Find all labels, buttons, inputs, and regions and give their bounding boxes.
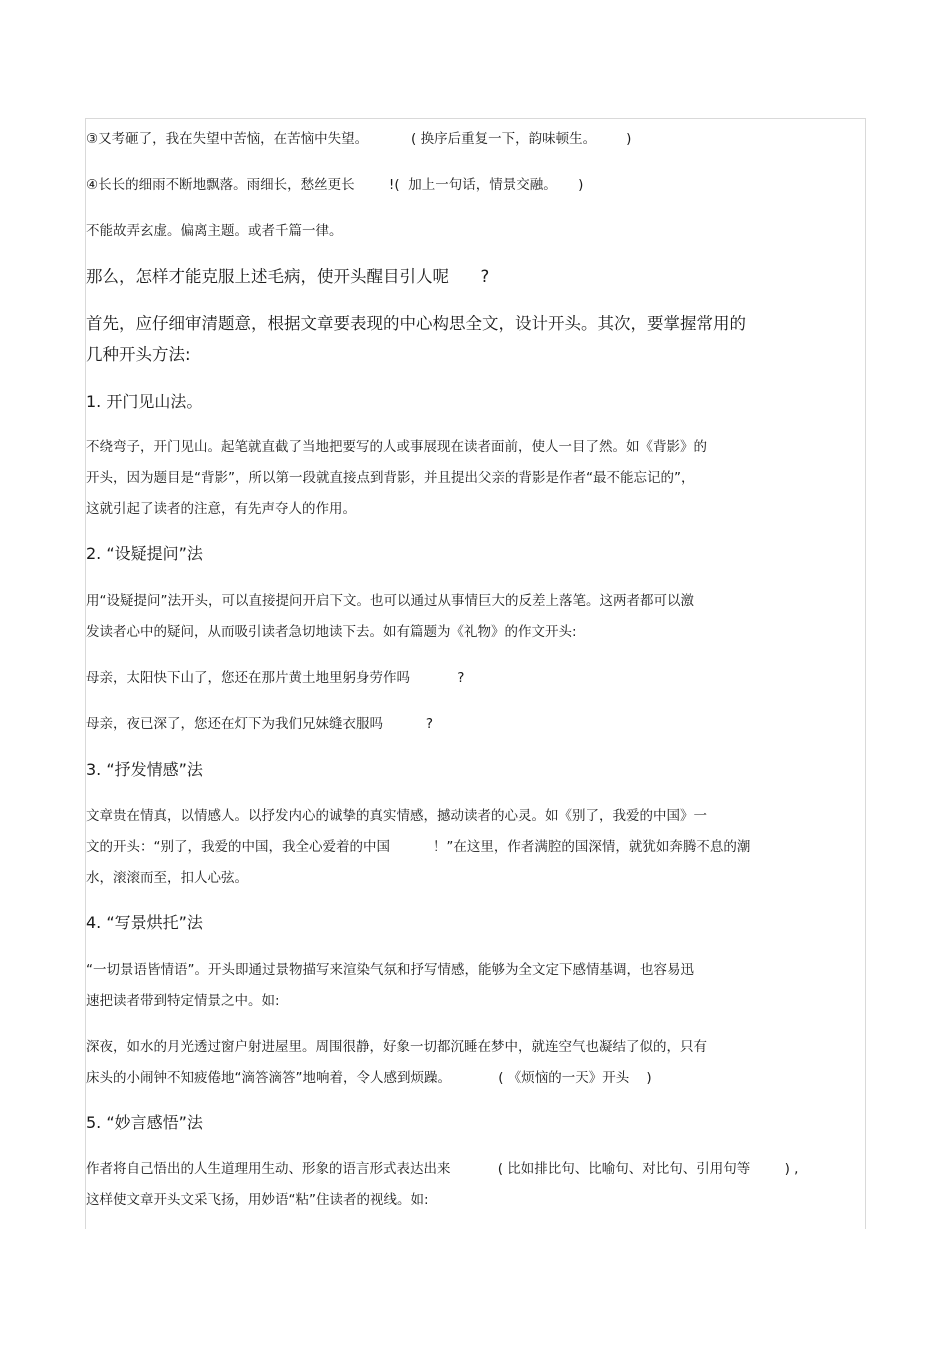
section-2-example: 母亲，夜已深了，您还在灯下为我们兄妹缝衣服吗 ? [86,716,434,732]
section-4-text: 速把读者带到特定情景之中。如: [86,993,280,1009]
section-2-text: 发读者心中的疑问，从而吸引读者急切地读下去。如有篇题为《礼物》的作文开头: [86,624,577,640]
intro-line-2: 几种开头方法: [86,345,191,364]
question-line: 那么，怎样才能克服上述毛病，使开头醒目引人呢 ? [86,267,490,286]
section-4-example: 深夜，如水的月光透过窗户射进屋里。周围很静，好象一切都沉睡在梦中，就连空气也凝结了似的，只有 [86,1039,707,1055]
example-line-4: ④长长的细雨不断地飘落。雨细长，愁丝更长 !( 加上一句话，情景交融。 ) [86,177,584,193]
section-heading-1: 1. 开门见山法。 [86,392,203,411]
warning-line: 不能故弄玄虚。偏离主题。或者千篇一律。 [86,223,343,239]
section-3-text: 文的开头：“别了，我爱的中国，我全心爱着的中国 ！”在这里，作者满腔的国深情，就犹如奔腾不息的潮 [86,839,751,855]
section-4-text: “一切景语皆情语”。开头即通过景物描写来渲染气氛和抒写情感，能够为全文定下感情基调，也容易迅 [86,962,694,978]
section-heading-2: 2. “设疑提问”法 [86,544,203,563]
section-5-text: 这样使文章开头文采飞扬，用妙语“粘”住读者的视线。如: [86,1192,429,1208]
example-line-3: ③又考砸了，我在失望中苦恼，在苦恼中失望。 ( 换序后重复一下，韵味顿生。 ) [86,131,632,147]
section-heading-5: 5. “妙言感悟”法 [86,1113,203,1132]
section-4-example: 床头的小闹钟不知疲倦地“滴答滴答”地响着，令人感到烦躁。 ( 《烦恼的一天》开头 ) [86,1070,652,1086]
section-3-text: 水，滚滚而至，扣人心弦。 [86,870,248,886]
section-2-text: 用“设疑提问”法开头，可以直接提问开启下文。也可以通过从事情巨大的反差上落笔。这两者都可以激 [86,593,694,609]
intro-line-1: 首先，应仔细审清题意，根据文章要表现的中心构思全文，设计开头。其次，要掌握常用的 [86,314,746,333]
section-5-text: 作者将自己悟出的人生道理用生动、形象的语言形式表达出来 ( 比如排比句、比喻句、对比句、引用句等 ) , [86,1161,799,1177]
section-1-text: 开头，因为题目是“背影”，所以第一段就直接点到背影，并且提出父亲的背影是作者“最不能忘记的”， [86,470,695,486]
section-3-text: 文章贵在情真，以情感人。以抒发内心的诚挚的真实情感，撼动读者的心灵。如《别了，我爱的中国》一 [86,808,707,824]
section-heading-3: 3. “抒发情感”法 [86,760,203,779]
section-1-text: 这就引起了读者的注意，有先声夺人的作用。 [86,501,356,517]
section-1-text: 不绕弯子，开门见山。起笔就直截了当地把要写的人或事展现在读者面前，使人一目了然。如《背影》的 [86,439,707,455]
section-heading-4: 4. “写景烘托”法 [86,913,203,932]
section-2-example: 母亲，太阳快下山了，您还在那片黄土地里躬身劳作吗 ? [86,670,465,686]
